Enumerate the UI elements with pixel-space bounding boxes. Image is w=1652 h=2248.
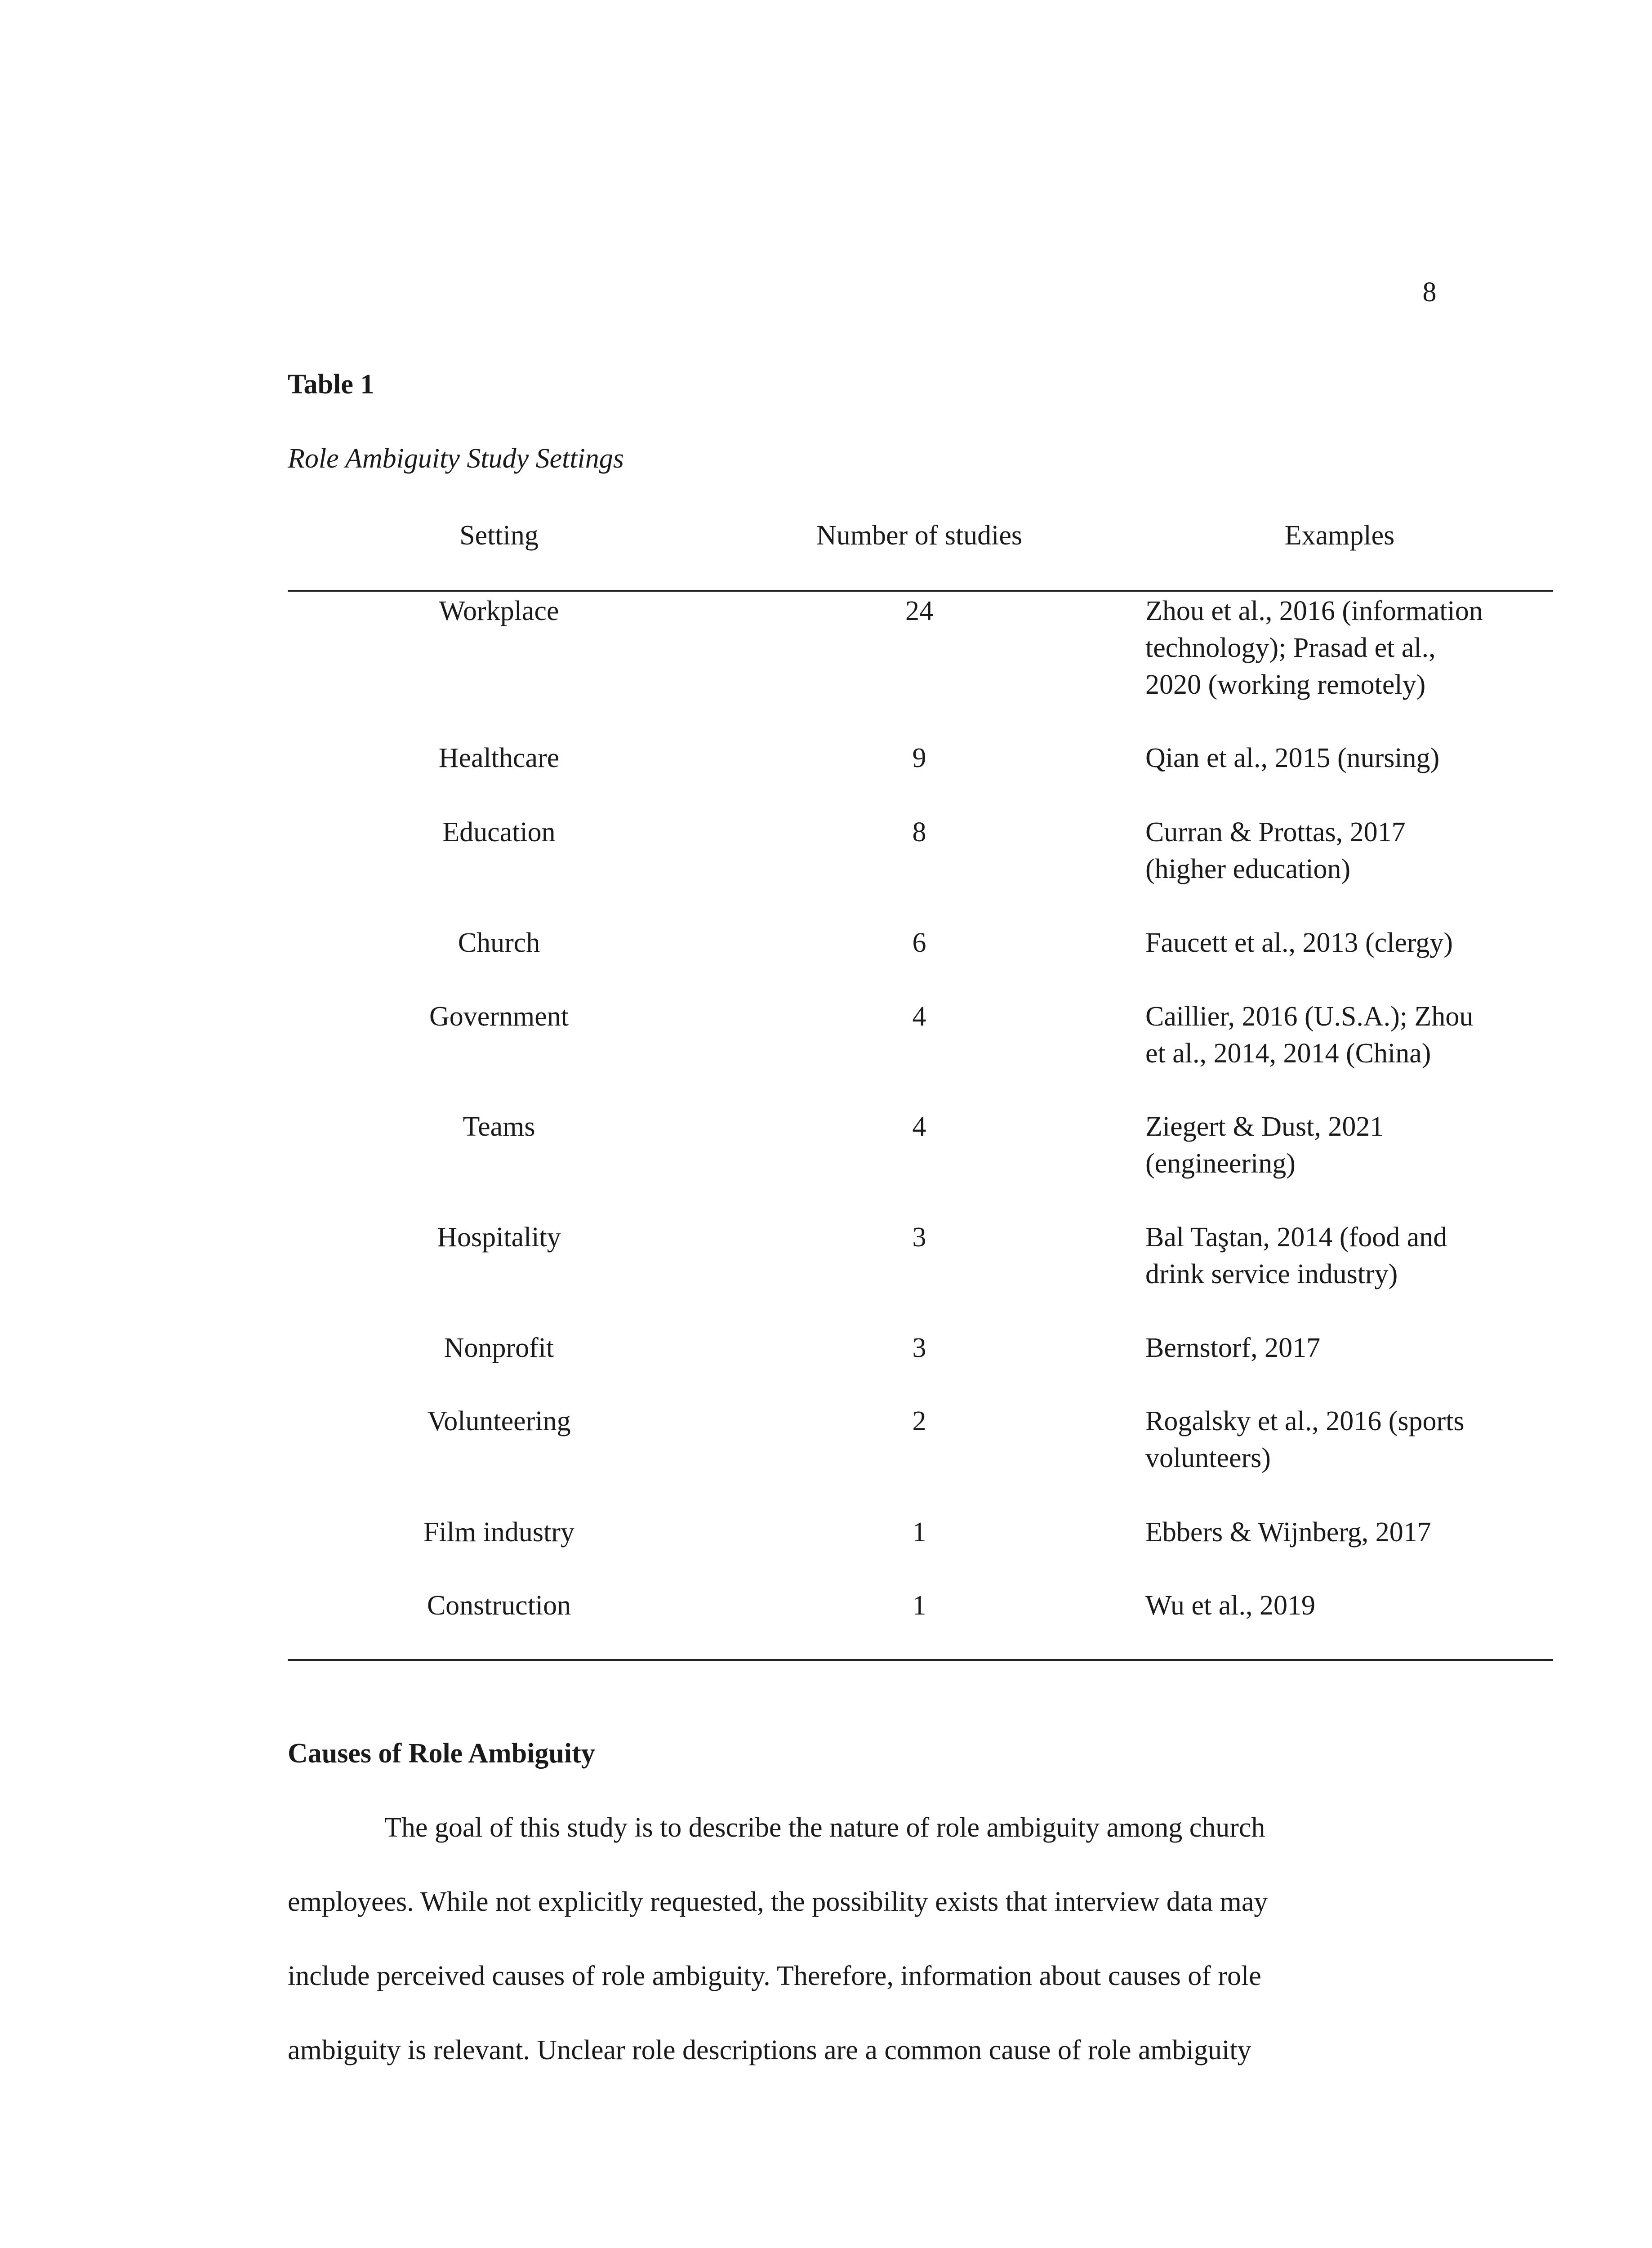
paragraph-line: The goal of this study is to describe the nature of role ambiguity among church (384, 1812, 1265, 1843)
examples-line: Ebbers & Wijnberg, 2017 (1145, 1517, 1431, 1548)
table-cell-setting: Volunteering (427, 1406, 571, 1436)
table-cell-examples (1145, 1514, 1541, 1551)
table-cell-examples (1145, 1108, 1541, 1182)
examples-line: Curran & Prottas, 2017 (1145, 817, 1406, 847)
table-cell-setting: Film industry (423, 1517, 574, 1548)
table-cell-examples (1145, 1587, 1541, 1624)
table-cell-setting: Teams (463, 1111, 535, 1142)
header-number-of-studies: Number of studies (816, 520, 1023, 551)
examples-line: technology); Prasad et al., (1145, 633, 1436, 663)
table-cell-setting: Church (458, 928, 540, 958)
table-cell-setting: Hospitality (437, 1222, 561, 1253)
header-setting: Setting (459, 520, 539, 551)
table-title: Role Ambiguity Study Settings (288, 443, 624, 474)
paragraph-line: ambiguity is relevant. Unclear role descriptions are a common cause of role ambiguity (288, 2035, 1251, 2065)
table-cell-number: 3 (912, 1333, 926, 1363)
table-cell-examples (1145, 998, 1541, 1072)
examples-line: Wu et al., 2019 (1145, 1590, 1316, 1621)
table-cell-examples (1145, 814, 1541, 888)
table-cell-number: 8 (912, 817, 926, 847)
table-cell-setting: Nonprofit (444, 1333, 554, 1363)
header-examples: Examples (1284, 520, 1395, 551)
paragraph-line: include perceived causes of role ambiguity. Therefore, information about causes of role (288, 1961, 1261, 1991)
table-cell-setting: Education (442, 817, 556, 847)
table-cell-number: 9 (912, 743, 926, 773)
examples-line: (engineering) (1145, 1148, 1296, 1179)
section-heading: Causes of Role Ambiguity (288, 1738, 595, 1769)
examples-line: Ziegert & Dust, 2021 (1145, 1111, 1384, 1142)
table-cell-number: 6 (912, 928, 926, 958)
examples-line: volunteers) (1145, 1443, 1271, 1473)
table-cell-examples (1145, 924, 1541, 961)
examples-line: et al., 2014, 2014 (China) (1145, 1038, 1431, 1069)
table-cell-examples (1145, 1219, 1541, 1293)
table-cell-number: 2 (912, 1406, 926, 1436)
examples-line: Rogalsky et al., 2016 (sports (1145, 1406, 1465, 1436)
table-cell-setting: Workplace (439, 596, 559, 626)
table-cell-number: 1 (912, 1590, 926, 1621)
table-cell-number: 1 (912, 1517, 926, 1548)
table-cell-examples (1145, 1403, 1541, 1476)
table-cell-examples (1145, 740, 1541, 776)
table-cell-number: 24 (905, 596, 933, 626)
table-cell-setting: Government (429, 1001, 569, 1032)
examples-line: (higher education) (1145, 854, 1351, 884)
examples-line: Qian et al., 2015 (nursing) (1145, 743, 1440, 773)
table-cell-number: 4 (912, 1001, 926, 1032)
table-top-rule (288, 590, 1553, 592)
table-cell-setting: Healthcare (438, 743, 560, 773)
examples-line: Faucett et al., 2013 (clergy) (1145, 928, 1453, 958)
table-bottom-rule (288, 1659, 1553, 1661)
table-label: Table 1 (288, 369, 374, 400)
table-cell-number: 4 (912, 1111, 926, 1142)
table-cell-examples (1145, 593, 1541, 703)
table-cell-number: 3 (912, 1222, 926, 1253)
examples-line: drink service industry) (1145, 1259, 1398, 1289)
examples-line: Zhou et al., 2016 (information (1145, 596, 1483, 626)
examples-line: Caillier, 2016 (U.S.A.); Zhou (1145, 1001, 1474, 1032)
paragraph-line: employees. While not explicitly requested, the possibility exists that interview data may (288, 1887, 1268, 1917)
examples-line: 2020 (working remotely) (1145, 669, 1426, 700)
examples-line: Bernstorf, 2017 (1145, 1333, 1321, 1363)
page-number: 8 (1422, 277, 1437, 308)
examples-line: Bal Taştan, 2014 (food and (1145, 1222, 1447, 1253)
table-cell-setting: Construction (427, 1590, 571, 1621)
table-cell-examples (1145, 1329, 1541, 1366)
